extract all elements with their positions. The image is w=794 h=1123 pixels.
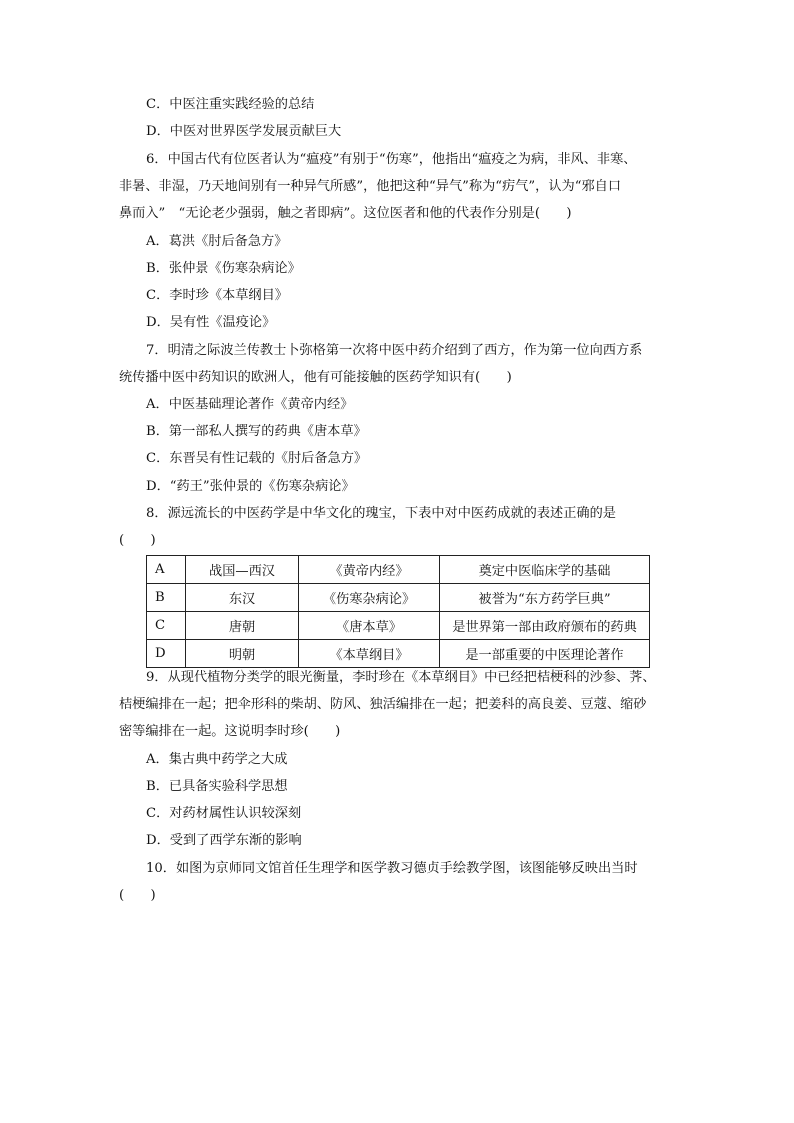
q9-option-a: A．集古典中药学之大成: [146, 752, 288, 767]
table-cell: 是一部重要的中医理论著作: [440, 640, 650, 668]
table-cell: 《黄帝内经》: [299, 556, 440, 584]
q9-stem-line3: 密等编排在一起。这说明李时珍( ): [119, 724, 341, 739]
q9-stem-line2: 桔梗编排在一起；把伞形科的柴胡、防风、独活编排在一起；把姜科的高良姜、豆蔻、缩砂: [119, 697, 647, 712]
q6-stem-line1: 6．中国古代有位医者认为“瘟疫”有别于“伤寒”，他指出“瘟疫之为病，非风、非寒、: [146, 152, 637, 167]
table-cell: 被誉为“东方药学巨典”: [440, 584, 650, 612]
q7-option-a: A．中医基础理论著作《黄帝内经》: [146, 397, 354, 412]
q5-option-d: D．中医对世界医学发展贡献巨大: [146, 124, 342, 139]
table-cell: C: [147, 612, 186, 640]
table-cell: 唐朝: [186, 612, 299, 640]
q8-table: [146, 555, 650, 668]
table-cell: 是世界第一部由政府颁布的药典: [440, 612, 650, 640]
q8-stem-line1: 8．源远流长的中医药学是中华文化的瑰宝，下表中对中医药成就的表述正确的是: [146, 506, 616, 521]
q6-option-b: B．张仲景《伤寒杂病论》: [146, 261, 301, 276]
q6-stem-line3: 鼻而入” “无论老少强弱，触之者即病”。这位医者和他的代表作分别是( ): [119, 206, 572, 221]
table-cell: A: [147, 556, 186, 584]
q7-stem-line2: 统传播中医中药知识的欧洲人，他有可能接触的医药学知识有( ): [119, 370, 512, 385]
q10-stem-line2: ( ): [119, 888, 156, 903]
q9-option-d: D．受到了西学东渐的影响: [146, 833, 302, 848]
table-row: [147, 556, 650, 584]
q8-stem-line2: ( ): [119, 533, 156, 548]
q6-option-c: C．李时珍《本草纲目》: [146, 288, 288, 303]
table-cell: B: [147, 584, 186, 612]
table-cell: 《伤寒杂病论》: [299, 584, 440, 612]
q7-option-d: D．“药王”张仲景的《伤寒杂病论》: [146, 479, 355, 494]
q7-stem-line1: 7．明清之际波兰传教士卜弥格第一次将中医中药介绍到了西方，作为第一位向西方系: [146, 343, 643, 358]
q9-option-b: B．已具备实验科学思想: [146, 779, 288, 794]
table-row: [147, 612, 650, 640]
q10-stem-line1: 10．如图为京师同文馆首任生理学和医学教习德贞手绘教学图，该图能够反映出当时: [146, 861, 638, 876]
q9-option-c: C．对药材属性认识较深刻: [146, 806, 302, 821]
table-cell: 明朝: [186, 640, 299, 668]
table-cell: 战国—西汉: [186, 556, 299, 584]
q6-stem-line2: 非暑、非湿，乃天地间别有一种异气所感”，他把这种“异气”称为“疠气”，认为“邪自口: [119, 179, 622, 194]
table-cell: D: [147, 640, 186, 668]
table-cell: 奠定中医临床学的基础: [440, 556, 650, 584]
q9-stem-line1: 9．从现代植物分类学的眼光衡量，李时珍在《本草纲目》中已经把桔梗科的沙参、荠、: [146, 670, 656, 685]
q7-option-b: B．第一部私人撰写的药典《唐本草》: [146, 424, 367, 439]
q6-option-d: D．吴有性《温疫论》: [146, 315, 276, 330]
q6-option-a: A．葛洪《肘后备急方》: [146, 234, 288, 249]
q5-option-c: C．中医注重实践经验的总结: [146, 97, 315, 112]
q7-option-c: C．东晋吴有性记载的《肘后备急方》: [146, 451, 368, 466]
table-row: [147, 584, 650, 612]
table-row: [147, 640, 650, 668]
table-cell: 《本草纲目》: [299, 640, 440, 668]
table-cell: 东汉: [186, 584, 299, 612]
table-cell: 《唐本草》: [299, 612, 440, 640]
